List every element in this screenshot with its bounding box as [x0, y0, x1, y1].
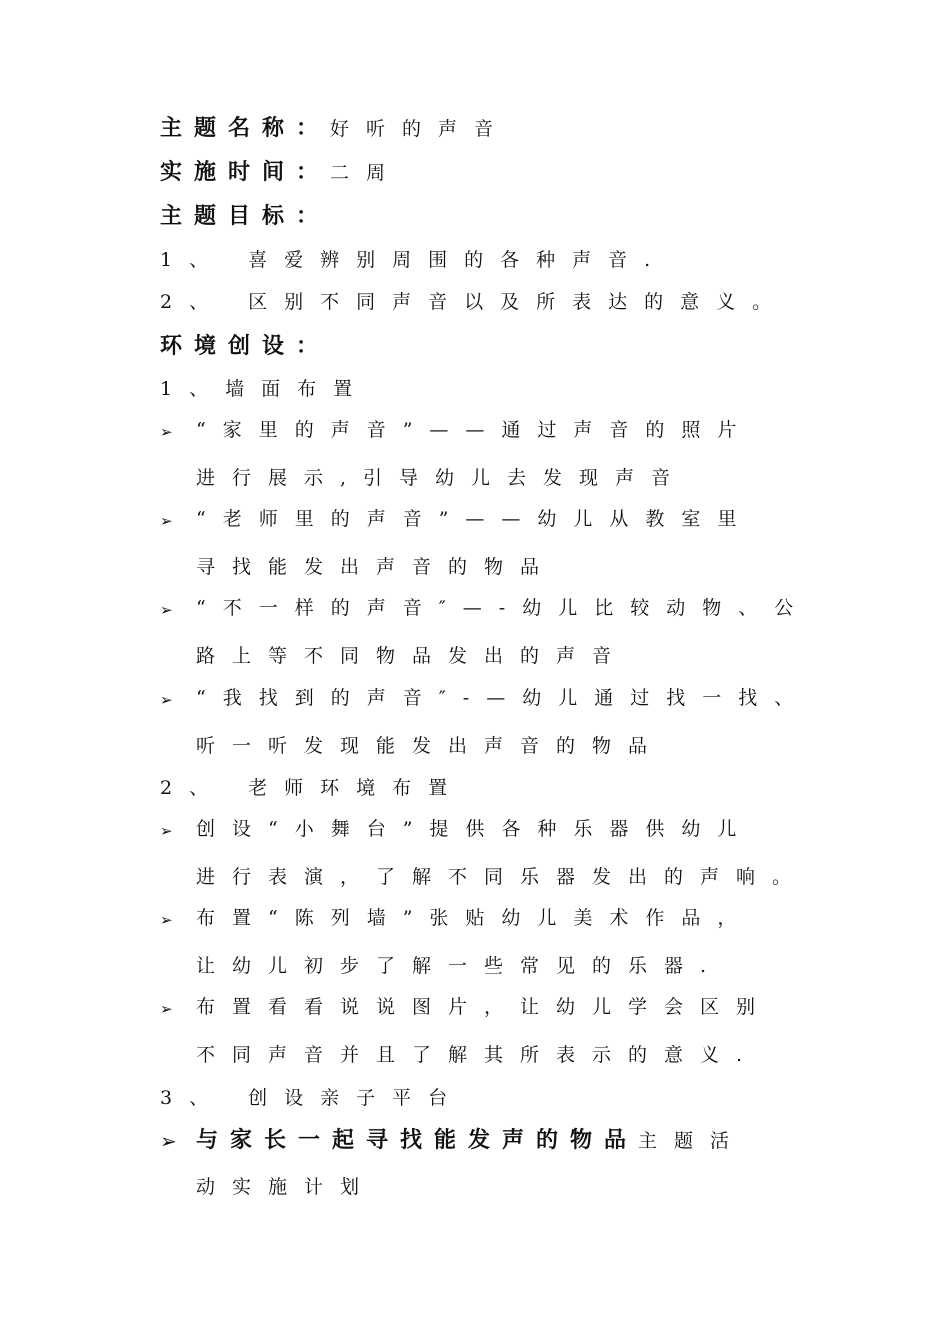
bullet-arrow-icon: ➢ — [160, 691, 173, 709]
time-value: 二周 — [330, 162, 403, 184]
wall-item-4-line2: 听一听发现能发出声音的物品 — [196, 735, 665, 757]
time-row — [160, 162, 402, 184]
teacher-item-2-line1: 布置“陈列墙”张贴幼儿美术作品， — [196, 907, 754, 929]
theme-name-value: 好听的声音 — [330, 118, 511, 140]
wall-item-4-line1: “我找到的声音″-—幼儿通过找一找、 — [196, 687, 811, 709]
section3-title: 3、 创设亲子平台 — [160, 1087, 465, 1109]
theme-name-label: 主题名称： — [160, 116, 331, 141]
bullet-arrow-icon: ➢ — [160, 1129, 177, 1153]
wall-item-2-line1: “老师里的声音”——幼儿从教室里 — [196, 508, 754, 530]
section2-title: 2、 老师环境布置 — [160, 777, 465, 799]
goal-item-2: 2、 区别不同声音以及所表达的意义。 — [160, 291, 789, 313]
bullet-arrow-icon: ➢ — [160, 423, 173, 441]
bullet-arrow-icon: ➢ — [160, 601, 173, 619]
goal-item-1: 1、 喜爱辨别周围的各种声音. — [160, 249, 668, 271]
teacher-item-1-line1: 创设“小舞台”提供各种乐器供幼儿 — [196, 818, 754, 840]
teacher-item-3-line2: 不同声音并且了解其所表示的意义. — [196, 1044, 760, 1066]
section1-title: 1、墙面布置 — [160, 378, 370, 400]
wall-item-1-line2: 进行展示,引导幼儿去发现声音 — [196, 467, 688, 489]
wall-item-3-line1: “不一样的声音″—-幼儿比较动物、公 — [196, 597, 811, 619]
wall-item-1-line1: “家里的声音”——通过声音的照片 — [196, 419, 754, 441]
parent-item-bold-text: 与家长一起寻找能发声的物品 — [196, 1128, 639, 1153]
bullet-arrow-icon: ➢ — [160, 1000, 173, 1018]
bullet-arrow-icon: ➢ — [160, 822, 173, 840]
time-label: 实施时间： — [160, 160, 331, 185]
goals-heading: 主题目标： — [160, 204, 331, 229]
teacher-item-3-line1: 布置看看说说图片，让幼儿学会区别 — [196, 996, 773, 1018]
environment-heading: 环境创设： — [160, 334, 331, 359]
parent-item-line2: 动实施计划 — [196, 1176, 377, 1198]
wall-item-3-line2: 路上等不同物品发出的声音 — [196, 645, 629, 667]
teacher-item-1-line2: 进行表演，了解不同乐器发出的声响。 — [196, 866, 809, 888]
wall-item-2-line2: 寻找能发出声音的物品 — [196, 556, 557, 578]
parent-item-line1 — [196, 1130, 746, 1152]
bullet-arrow-icon: ➢ — [160, 512, 173, 530]
theme-name-row — [160, 118, 510, 140]
bullet-arrow-icon: ➢ — [160, 911, 173, 929]
teacher-item-2-line2: 让幼儿初步了解一些常见的乐器. — [196, 955, 724, 977]
parent-item-rest-text: 主题活 — [638, 1130, 747, 1152]
